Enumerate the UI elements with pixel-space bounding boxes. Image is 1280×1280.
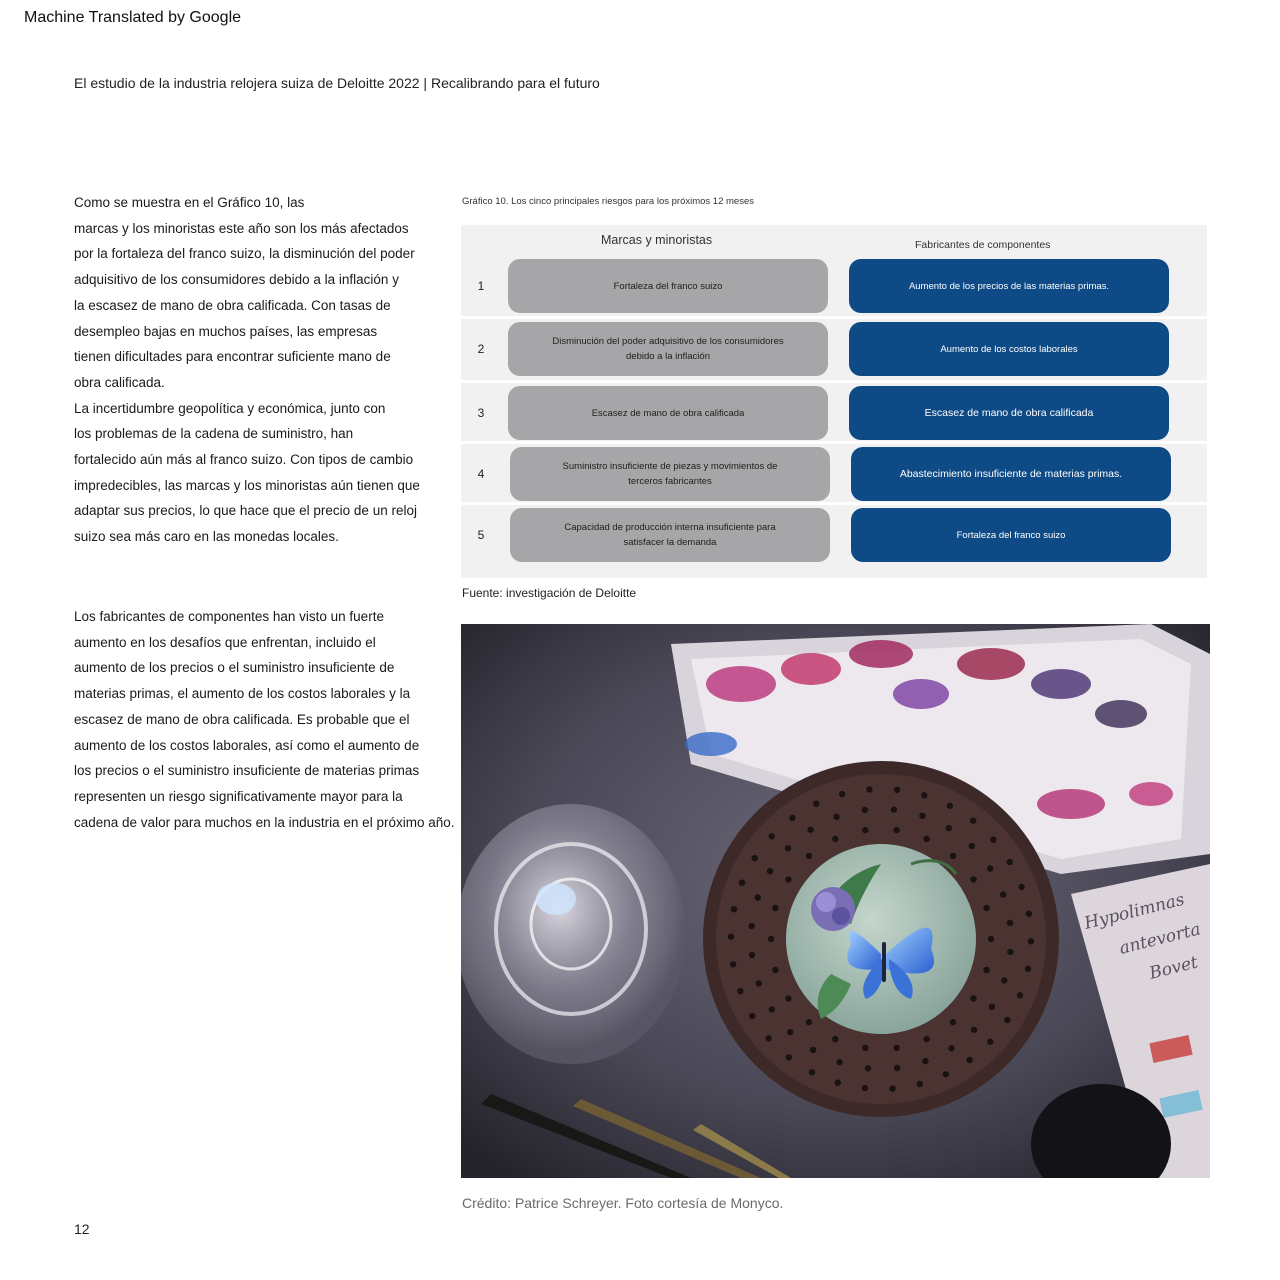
holder-hole xyxy=(1028,938,1034,944)
holder-hole xyxy=(737,988,743,994)
body-text-line: la escasez de mano de obra calificada. Con tasas de xyxy=(74,297,391,313)
holder-hole xyxy=(893,827,899,833)
risk-rank: 4 xyxy=(477,467,485,481)
body-text-lower-line: cadena de valor para muchos en la industria en el próximo año. xyxy=(74,814,455,830)
body-text-lower-line: los precios o el suministro insuficiente de materias primas xyxy=(74,763,420,779)
holder-hole xyxy=(751,855,757,861)
holder-hole xyxy=(749,952,755,958)
holder-hole xyxy=(862,827,868,833)
risk-rank: 1 xyxy=(477,279,485,293)
holder-hole xyxy=(809,1069,815,1075)
holder-hole xyxy=(810,1047,816,1053)
holder-hole xyxy=(921,792,927,798)
body-text-line: suizo sea más caro en las monedas locales. xyxy=(74,529,339,545)
body-text-lower-line: materias primas, el aumento de los costos laborales y la xyxy=(74,686,411,702)
chart-title: Gráfico 10. Los cinco principales riesgos para los próximos 12 meses xyxy=(462,196,754,207)
holder-hole xyxy=(987,1039,993,1045)
holder-hole xyxy=(923,1036,929,1042)
risk-brands-pill: Disminución del poder adquisitivo de los consumidores debido a la inflación xyxy=(508,322,828,376)
holder-hole xyxy=(987,865,993,871)
page-number: 12 xyxy=(74,1221,90,1237)
svg-text:antevorta: antevorta xyxy=(1117,919,1203,959)
body-column-left-lower xyxy=(74,604,454,835)
holder-hole xyxy=(1000,891,1006,897)
body-text-line: adaptar sus precios, lo que hace que el precio de un reloj xyxy=(74,503,417,519)
risk-components-pill: Abastecimiento insuficiente de materias primas. xyxy=(851,447,1171,501)
holder-hole xyxy=(919,813,925,819)
holder-hole xyxy=(950,1019,956,1025)
holder-hole xyxy=(862,1045,868,1051)
holder-hole xyxy=(739,879,745,885)
holder-hole xyxy=(813,801,819,807)
holder-hole xyxy=(1007,920,1013,926)
body-text-line: impredecibles, las marcas y los minoristas aún tienen que xyxy=(74,477,420,493)
holder-hole xyxy=(970,876,976,882)
holder-hole xyxy=(839,791,845,797)
risk-components-pill: Aumento de los costos laborales xyxy=(849,322,1169,376)
holder-hole xyxy=(894,787,900,793)
row-separator xyxy=(461,441,1207,444)
holder-hole xyxy=(1017,992,1023,998)
body-text-line: los problemas de la cadena de suministro, han xyxy=(74,426,354,442)
body-text-lower-line: aumento de los precios o el suministro insuficiente de xyxy=(74,660,395,676)
body-text-lower-line: representen un riesgo significativamente mayor para la xyxy=(74,788,403,804)
holder-hole xyxy=(835,1079,841,1085)
holder-hole xyxy=(970,995,976,1001)
body-column-left xyxy=(74,190,420,550)
risk-components-pill: Escasez de mano de obra calificada xyxy=(849,386,1169,440)
body-text-line: marcas y los minoristas este año son los más afectados xyxy=(74,220,409,236)
row-separator xyxy=(461,380,1207,383)
body-text-line: Como se muestra en el Gráfico 10, las xyxy=(74,195,305,210)
holder-hole xyxy=(806,853,812,859)
photo-butterfly-dial xyxy=(461,624,1210,1178)
holder-hole xyxy=(786,1054,792,1060)
body-text-lower-line: Los fabricantes de componentes han visto un fuerte xyxy=(74,609,384,624)
risk-table xyxy=(461,225,1207,578)
holder-hole xyxy=(950,853,956,859)
body-text-line: desempleo bajas en muchos países, las empresas xyxy=(74,323,378,339)
holder-hole xyxy=(894,1065,900,1071)
holder-hole xyxy=(768,833,774,839)
machine-translation-banner: Machine Translated by Google xyxy=(24,9,242,26)
holder-hole xyxy=(832,1036,838,1042)
body-text-lower-line: aumento en los desafíos que enfrentan, incluido el xyxy=(74,634,376,650)
wooden-dial-holder xyxy=(703,761,1059,1117)
risk-rank: 5 xyxy=(477,528,485,542)
holder-hole xyxy=(889,1085,895,1091)
holder-hole xyxy=(971,1027,977,1033)
holder-hole xyxy=(1025,966,1031,972)
holder-hole xyxy=(765,1035,771,1041)
holder-hole xyxy=(785,995,791,1001)
holder-hole xyxy=(787,1029,793,1035)
body-text-line: adquisitivo de los consumidores debido a la inflación y xyxy=(74,272,399,288)
risk-rank: 2 xyxy=(477,342,485,356)
holder-hole xyxy=(785,876,791,882)
holder-hole xyxy=(731,906,737,912)
page-header: El estudio de la industria relojera suiza de Deloitte 2022 | Recalibrando para el futuro xyxy=(74,75,600,91)
risk-components-pill: Aumento de los precios de las materias primas. xyxy=(849,259,1169,313)
svg-text:Bovet: Bovet xyxy=(1147,952,1200,984)
holder-hole xyxy=(767,868,773,874)
holder-hole xyxy=(922,1058,928,1064)
risk-brands-pill: Capacidad de producción interna insuficiente para satisfacer la demanda xyxy=(510,508,830,562)
holder-hole xyxy=(772,905,778,911)
holder-hole xyxy=(755,894,761,900)
chart-source: Fuente: investigación de Deloitte xyxy=(462,586,637,600)
holder-hole xyxy=(748,923,754,929)
holder-hole xyxy=(1004,1017,1010,1023)
body-text-line: por la fortaleza del franco suizo, la disminución del poder xyxy=(74,246,415,262)
holder-hole xyxy=(865,1065,871,1071)
holder-hole xyxy=(988,936,994,942)
row-separator xyxy=(461,502,1207,505)
holder-hole xyxy=(948,1045,954,1051)
holder-hole xyxy=(893,1045,899,1051)
holder-hole xyxy=(989,1004,995,1010)
row-separator xyxy=(461,316,1207,319)
risk-brands-pill: Escasez de mano de obra calificada xyxy=(508,386,828,440)
holder-hole xyxy=(836,1059,842,1065)
holder-hole xyxy=(806,1019,812,1025)
holder-hole xyxy=(769,1006,775,1012)
holder-hole xyxy=(970,817,976,823)
photo-credit: Crédito: Patrice Schreyer. Foto cortesía de Monyco. xyxy=(462,1195,784,1211)
glass-cup xyxy=(461,804,686,1064)
body-text-lower-line: aumento de los costos laborales, así como el aumento de xyxy=(74,737,420,753)
photo-illustration xyxy=(461,624,1210,1178)
holder-hole xyxy=(891,806,897,812)
holder-hole xyxy=(768,936,774,942)
holder-hole xyxy=(862,1085,868,1091)
holder-hole xyxy=(756,980,762,986)
holder-hole xyxy=(866,786,872,792)
holder-hole xyxy=(947,803,953,809)
holder-hole xyxy=(728,934,734,940)
holder-hole xyxy=(1007,949,1013,955)
holder-hole xyxy=(983,967,989,973)
holder-hole xyxy=(832,836,838,842)
holder-hole xyxy=(862,807,868,813)
holder-hole xyxy=(923,836,929,842)
column-header-brands: Marcas y minoristas xyxy=(601,233,713,247)
holder-hole xyxy=(946,825,952,831)
holder-hole xyxy=(833,814,839,820)
holder-hole xyxy=(789,815,795,821)
body-text-line: La incertidumbre geopolítica y económica, junto con xyxy=(74,400,386,416)
holder-hole xyxy=(1001,977,1007,983)
holder-hole xyxy=(807,827,813,833)
holder-hole xyxy=(772,967,778,973)
body-text-line: tienen dificultades para encontrar suficiente mano de xyxy=(74,349,391,365)
holder-hole xyxy=(749,1013,755,1019)
holder-hole xyxy=(1018,884,1024,890)
holder-hole xyxy=(1007,859,1013,865)
body-text-lower-line: escasez de mano de obra calificada. Es probable que el xyxy=(74,711,410,727)
body-text-line: obra calificada. xyxy=(74,374,165,390)
risk-components-pill: Fortaleza del franco suizo xyxy=(851,508,1171,562)
risk-rank: 3 xyxy=(477,406,485,420)
column-header-components: Fabricantes de componentes xyxy=(915,239,1051,251)
holder-hole xyxy=(990,836,996,842)
risk-brands-pill: Fortaleza del franco suizo xyxy=(508,259,828,313)
holder-hole xyxy=(1026,910,1032,916)
body-text-line: fortalecido aún más al franco suizo. Con tipos de cambio xyxy=(74,452,414,468)
holder-hole xyxy=(785,845,791,851)
holder-hole xyxy=(969,843,975,849)
holder-hole xyxy=(943,1071,949,1077)
holder-hole xyxy=(917,1081,923,1087)
risk-brands-pill: Suministro insuficiente de piezas y movimientos de terceros fabricantes xyxy=(510,447,830,501)
holder-hole xyxy=(983,905,989,911)
holder-hole xyxy=(966,1057,972,1063)
holder-hole xyxy=(730,961,736,967)
svg-text:Hypolimnas: Hypolimnas xyxy=(1082,889,1187,934)
